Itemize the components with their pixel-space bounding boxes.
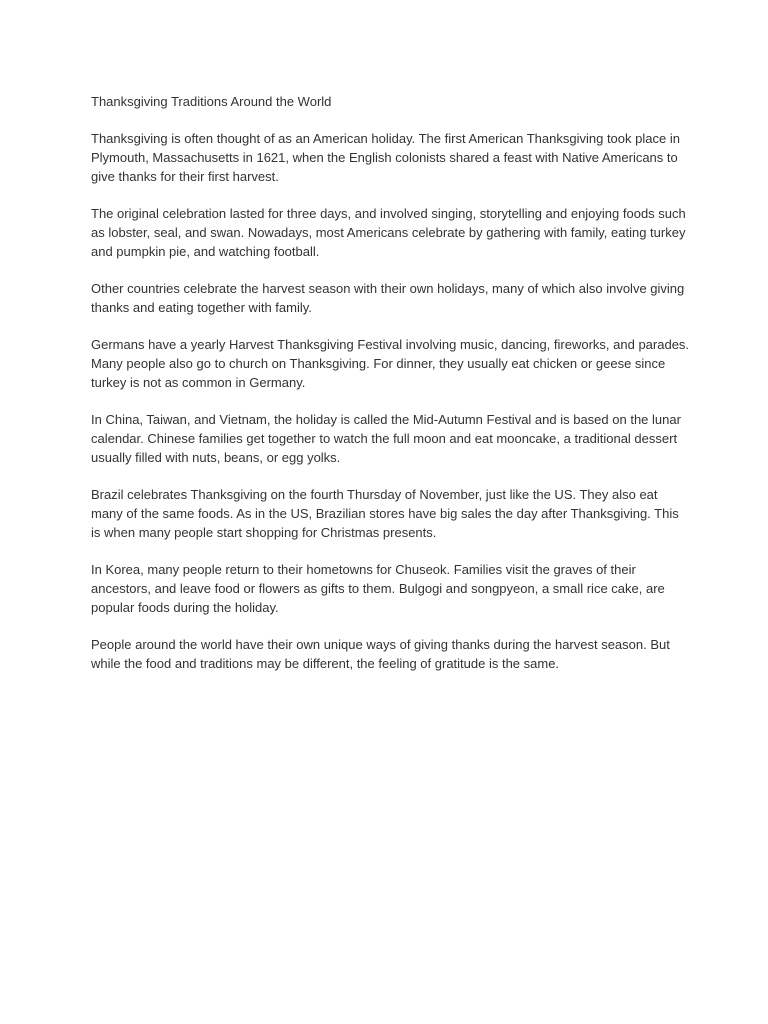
paragraph-other-countries: Other countries celebrate the harvest season with their own holidays, many of which also involve giving thanks and eating together with family. bbox=[91, 281, 685, 315]
paragraph-germany: Germans have a yearly Harvest Thanksgiving Festival involving music, dancing, fireworks, and parades. Many people also go to church on Thanksgiving. For dinner, they usually eat chicken or geese since turkey is not as common in Germany. bbox=[91, 337, 690, 390]
paragraph-brazil: Brazil celebrates Thanksgiving on the fourth Thursday of November, just like the US. They also eat many of the same foods. As in the US, Brazilian stores have big sales the day after Thanksgiving. This is when many people start shopping for Christmas presents. bbox=[91, 487, 679, 540]
paragraph-intro: Thanksgiving is often thought of as an American holiday. The first American Thanksgiving took place in Plymouth, Massachusetts in 1621, when the English colonists shared a feast with Native Americans to give thanks for their first harvest. bbox=[91, 131, 680, 184]
paragraph-korea: In Korea, many people return to their hometowns for Chuseok. Families visit the graves of their ancestors, and leave food or flowers as gifts to them. Bulgogi and songpyeon, a small rice cake, are popular foods during the holiday. bbox=[91, 562, 665, 615]
document-title: Thanksgiving Traditions Around the World bbox=[91, 94, 332, 109]
document-body bbox=[91, 92, 691, 673]
paragraph-original-celebration: The original celebration lasted for three days, and involved singing, storytelling and enjoying foods such as lobster, seal, and swan. Nowadays, most Americans celebrate by gathering with family, eating turkey and pumpkin pie, and watching football. bbox=[91, 206, 686, 259]
paragraph-conclusion: People around the world have their own unique ways of giving thanks during the harvest season. But while the food and traditions may be different, the feeling of gratitude is the same. bbox=[91, 637, 670, 671]
paragraph-china-taiwan-vietnam: In China, Taiwan, and Vietnam, the holiday is called the Mid-Autumn Festival and is based on the lunar calendar. Chinese families get together to watch the full moon and eat mooncake, a traditional dessert usually filled with nuts, beans, or egg yolks. bbox=[91, 412, 681, 465]
